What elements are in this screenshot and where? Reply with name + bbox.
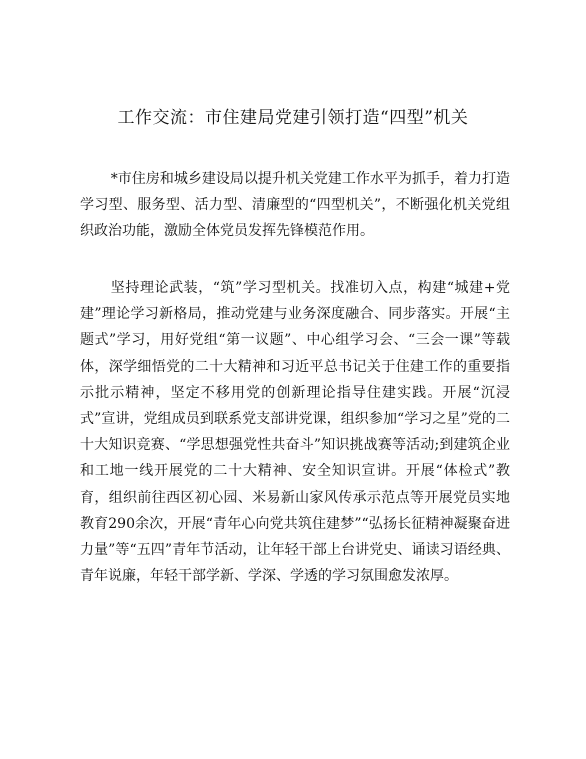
intro-paragraph: *市住房和城乡建设局以提升机关党建工作水平为抓手，着力打造学习型、服务型、活力型、清廉型的“四型机关”，不断强化机关党组织政治功能，激励全体党员发挥先锋模范作用。	[80, 171, 510, 239]
body-paragraph: 坚持理论武装，“筑”学习型机关。找准切入点，构建“城建+党建”理论学习新格局，推动党建与业务深度融合、同步落实。开展“主题式”学习，用好党组“第一议题”、中心组学习会、“三会一课”等载体，深学细悟党的二十大精神和习近平总书记关于住建工作的重要指示批示精神，坚定不移用党的创新理论指导住建实践。开展“沉浸式”宣讲，党组成员到联系党支部讲党课，组织参加“学习之星”党的二十大知识竞赛、“学思想强党性共奋斗”知识挑战赛等活动;到建筑企业和工地一线开展党的二十大精神、安全知识宣讲。开展“体检式”教育，组织前往西区初心园、米易新山家风传承示范点等开展党员实地教育290余次，开展“青年心向党共筑住建梦”“弘扬长征精神凝聚奋进力量”等“五四”青年节活动，让年轻干部上台讲党史、诵读习语经典、青年说廉，年轻干部学新、学深、学透的学习氛围愈发浓厚。	[80, 280, 510, 585]
document-title: 工作交流：市住建局党建引领打造“四型”机关	[117, 108, 469, 128]
